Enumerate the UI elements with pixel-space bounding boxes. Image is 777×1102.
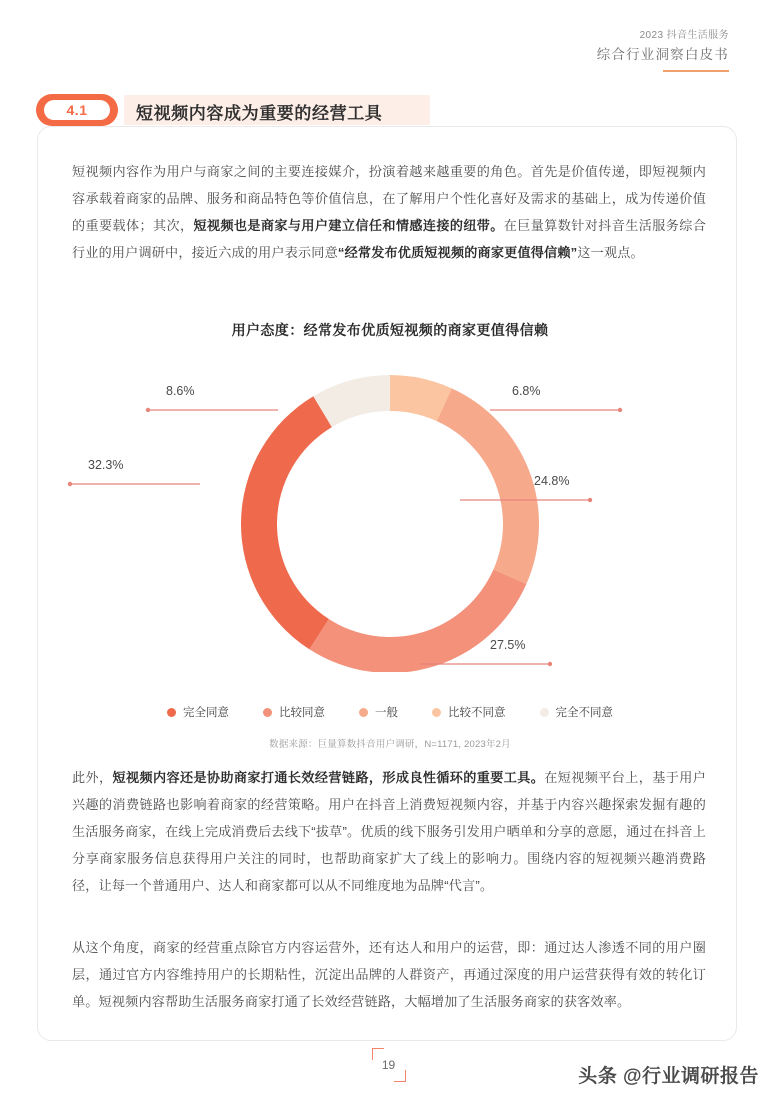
paragraph-third: 从这个角度，商家的经营重点除官方内容运营外，还有达人和用户的运营，即：通过达人渗透不同的用户圈层，通过官方内容维持用户的长期粘性，沉淀出品牌的人群资产，再通过深度的用户运营获得有效的转化订单。短视频内容帮助生活服务商家打通了长效经营链路，大幅增加了生活服务商家的获客效率。 <box>72 940 706 1009</box>
legend-label: 比较同意 <box>279 707 325 719</box>
header-subtitle: 2023 抖音生活服务 <box>639 30 729 41</box>
donut-slice <box>437 388 539 584</box>
donut-chart <box>60 312 720 752</box>
paragraph-second: 此外，短视频内容还是协助商家打通长效经营链路，形成良性循环的重要工具。在短视频平台上，基于用户兴趣的消费链路也影响着商家的经营策略。用户在抖音上消费短视频内容，并基于内容兴趣探索发掘有趣的生活服务商家，在线上完成消费后去线下“拔草”。优质的线下服务引发用户晒单和分享的意愿，通过在抖音上分享商家服务信息获得用户关注的同时，也帮助商家扩大了线上的影响力。围绕内容的短视频兴趣消费路径，让每一个普通用户、达人和商家都可以从不同维度地为品牌“代言”。 <box>72 770 706 893</box>
legend-item[interactable] <box>432 704 506 720</box>
legend-color-dot <box>359 708 368 717</box>
header-title: 综合行业洞察白皮书 <box>596 47 729 62</box>
percent-label: 8.6% <box>166 384 195 398</box>
legend-item[interactable] <box>167 704 229 720</box>
legend-label: 一般 <box>375 707 398 719</box>
donut-svg <box>60 352 720 672</box>
leader-dot <box>618 408 622 412</box>
leader-dot <box>588 498 592 502</box>
percent-label: 6.8% <box>512 384 541 398</box>
leader-dot <box>68 482 72 486</box>
watermark: 头条 @行业调研报告 <box>578 1066 759 1087</box>
percent-label: 32.3% <box>88 458 124 472</box>
chart-legend <box>60 704 720 720</box>
percent-label: 24.8% <box>534 474 570 488</box>
chart-source-note: 数据来源：巨量算数抖音用户调研，N=1171, 2023年2月 <box>269 739 511 750</box>
legend-item[interactable] <box>263 704 325 720</box>
leader-dot <box>146 408 150 412</box>
section-number-label: 4.1 <box>44 100 110 120</box>
legend-item[interactable] <box>359 704 398 720</box>
legend-label: 完全不同意 <box>555 707 613 719</box>
donut-slice <box>241 396 332 649</box>
legend-label: 完全同意 <box>183 707 229 719</box>
page-number <box>372 1048 406 1082</box>
corner-bracket-bottom-right <box>394 1070 406 1082</box>
leader-dot <box>548 662 552 666</box>
legend-item[interactable] <box>540 704 614 720</box>
legend-color-dot <box>263 708 272 717</box>
page-number-value: 19 <box>381 1058 396 1072</box>
header-underline-rule <box>663 70 729 72</box>
donut-graphic <box>60 352 720 672</box>
section-number-badge <box>36 94 118 126</box>
chart-title: 用户态度：经常发布优质短视频的商家更值得信赖 <box>231 322 549 338</box>
legend-color-dot <box>432 708 441 717</box>
donut-slices <box>241 375 539 672</box>
corner-bracket-top-left <box>372 1048 384 1060</box>
document-header <box>597 28 729 72</box>
page-title: 短视频内容成为重要的经营工具 <box>136 104 383 123</box>
legend-label: 比较不同意 <box>448 707 506 719</box>
leader-lines <box>68 408 622 666</box>
section-heading <box>36 94 436 126</box>
percent-label: 27.5% <box>490 638 526 652</box>
legend-color-dot <box>540 708 549 717</box>
donut-slice <box>309 570 526 672</box>
legend-color-dot <box>167 708 176 717</box>
paragraph-intro: 短视频内容作为用户与商家之间的主要连接媒介，扮演着越来越重要的角色。首先是价值传递，即短视频内容承载着商家的品牌、服务和商品特色等价值信息，在了解用户个性化喜好及需求的基础上，成为传递价值的重要载体；其次，短视频也是商家与用户建立信任和情感连接的纽带。在巨量算数针对抖音生活服务综合行业的用户调研中，接近六成的用户表示同意“经常发布优质短视频的商家更值得信赖”这一观点。 <box>72 164 706 260</box>
